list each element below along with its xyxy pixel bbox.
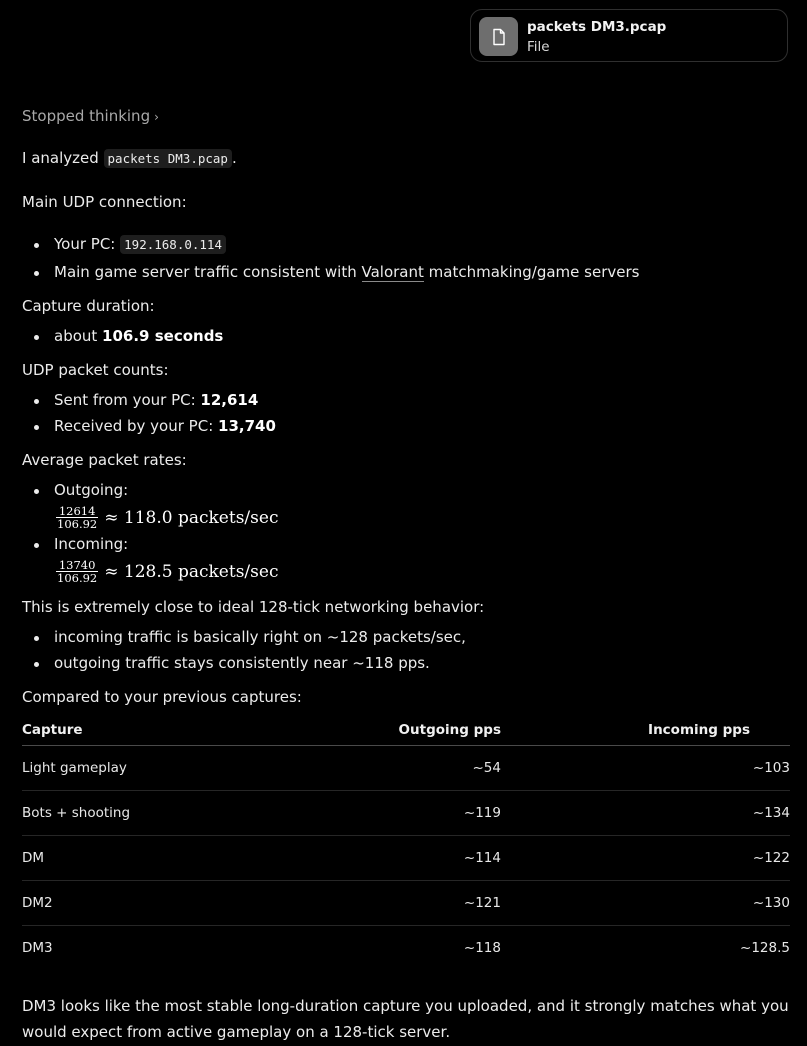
conclusion-line-1: DM3 looks like the most stable long-duration capture you uploaded, and it strongly matches what you — [22, 997, 789, 1015]
counts-heading: UDP packet counts: — [22, 361, 169, 379]
capture-cell: DM3 — [22, 940, 53, 956]
bullet-dot — [34, 662, 39, 667]
duration-prefix: about — [54, 327, 103, 345]
outgoing-formula — [56, 505, 278, 530]
incoming-cell: ~128.5 — [740, 940, 790, 956]
outgoing-fraction — [56, 505, 98, 530]
incoming-cell: ~103 — [752, 760, 790, 776]
bullet-dot — [34, 335, 39, 340]
capture-cell: DM — [22, 850, 45, 866]
capture-cell: DM2 — [22, 895, 53, 911]
outgoing-cell: ~114 — [463, 850, 501, 866]
sent-value: 12,614 — [200, 391, 259, 409]
outgoing-denominator: 106.92 — [57, 517, 98, 531]
bullet-dot — [34, 543, 39, 548]
bullet-dot — [34, 425, 39, 430]
conclusion-line-2: would expect from active gameplay on a 128-tick server. — [22, 1023, 451, 1041]
intro-suffix: . — [231, 149, 237, 167]
file-name: packets DM3.pcap — [527, 19, 667, 35]
rates-heading: Average packet rates: — [22, 451, 187, 469]
bullet-dot — [34, 399, 39, 404]
outgoing-cell: ~118 — [463, 940, 501, 956]
incoming-numerator: 13740 — [58, 558, 96, 572]
analysis-point-2: outgoing traffic stays consistently near ~118 pps. — [54, 654, 430, 672]
document-icon — [479, 17, 518, 56]
chevron-right-icon: › — [154, 110, 159, 124]
incoming-denominator: 106.92 — [57, 571, 98, 585]
incoming-cell: ~122 — [752, 850, 790, 866]
table-row — [22, 881, 790, 926]
duration-value: 106.9 seconds — [102, 327, 224, 345]
main-udp-heading: Main UDP connection: — [22, 193, 187, 211]
column-header-capture: Capture — [22, 722, 83, 738]
incoming-result: ≈ 128.5 packets/sec — [104, 561, 279, 582]
file-attachment-card[interactable] — [470, 9, 788, 62]
comparison-heading: Compared to your previous captures: — [22, 688, 302, 706]
intro-prefix: I analyzed — [22, 149, 104, 167]
incoming-formula — [56, 559, 278, 584]
table-row — [22, 926, 790, 971]
bullet-dot — [34, 489, 39, 494]
intro-filename-code: packets DM3.pcap — [104, 149, 232, 168]
server-prefix: Main game server traffic consistent with — [54, 263, 362, 281]
capture-cell: Light gameplay — [22, 760, 127, 776]
analysis-point-1: incoming traffic is basically right on ~128 packets/sec, — [54, 628, 466, 646]
thinking-toggle[interactable] — [22, 107, 159, 125]
bullet-dot — [34, 243, 39, 248]
outgoing-cell: ~121 — [463, 895, 501, 911]
duration-heading: Capture duration: — [22, 297, 155, 315]
outgoing-cell: ~119 — [463, 805, 501, 821]
capture-cell: Bots + shooting — [22, 805, 131, 821]
table-row — [22, 836, 790, 881]
column-header-incoming: Incoming pps — [648, 722, 750, 738]
outgoing-numerator: 12614 — [58, 504, 96, 518]
bullet-dot — [34, 271, 39, 276]
pc-label: Your PC: — [54, 235, 121, 253]
bullet-dot — [34, 636, 39, 641]
file-type: File — [527, 39, 550, 55]
pc-ip-code: 192.168.0.114 — [120, 235, 226, 254]
analysis-heading: This is extremely close to ideal 128-tick networking behavior: — [22, 598, 485, 616]
valorant-link[interactable]: Valorant — [361, 263, 424, 281]
thinking-label: Stopped thinking — [22, 107, 151, 125]
outgoing-label: Outgoing: — [54, 481, 129, 499]
received-value: 13,740 — [218, 417, 276, 435]
table-row — [22, 791, 790, 836]
incoming-label: Incoming: — [54, 535, 129, 553]
sent-label: Sent from your PC: — [54, 391, 201, 409]
server-suffix: matchmaking/game servers — [423, 263, 640, 281]
outgoing-cell: ~54 — [472, 760, 501, 776]
received-label: Received by your PC: — [54, 417, 219, 435]
column-header-outgoing: Outgoing pps — [398, 722, 501, 738]
incoming-cell: ~130 — [752, 895, 790, 911]
table-row — [22, 746, 790, 791]
outgoing-result: ≈ 118.0 packets/sec — [104, 507, 279, 528]
incoming-fraction — [56, 559, 98, 584]
incoming-cell: ~134 — [752, 805, 790, 821]
intro-line — [22, 149, 237, 167]
